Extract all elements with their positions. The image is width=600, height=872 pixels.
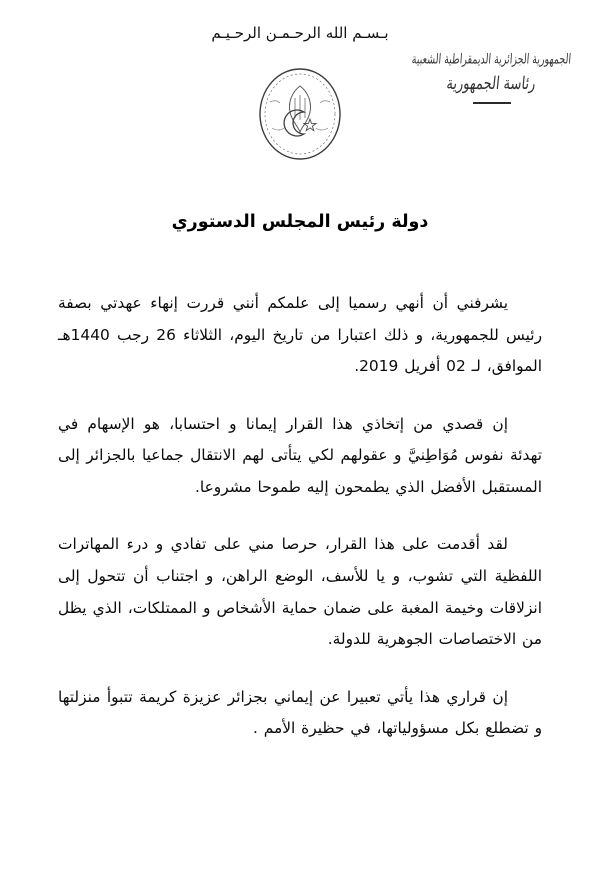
body-paragraph: إن قصدي من إتخاذي هذا القرار إيمانا و احتسابا، هو الإسهام في تهدئة نفوس مُوَاطِنيَّ و عقولهم لكي يتأتى لهم الانتقال جماعيا بالجزائر إلى المستقبل الأفضل الذي يطمحون إليه طموحا مشروعا. [58,414,542,496]
letterhead-presidency-line: رئاسة الجمهورية [445,74,537,95]
algeria-national-emblem-icon [252,62,348,166]
letterhead-divider [473,102,511,104]
letterhead [394,52,590,104]
body-paragraph: يشرفني أن أنهي رسميا إلى علمكم أنني قررت إنهاء عهدتي بصفة رئيس للجمهورية، و ذلك اعتبارا من تاريخ اليوم، الثلاثاء 26 رجب 1440هـ الموافق، لـ 02 أفريل 2019. [58,294,543,376]
document-header [0,0,600,190]
page-title: دولة رئيس المجلس الدستوري [171,212,429,232]
letterhead-republic-line: الجمهورية الجزائرية الديمقراطية الشعبية [411,52,572,68]
body-paragraph: إن قراري هذا يأتي تعبيرا عن إيماني بجزائر عزيزة كريمة تتبوأ منزلتها و تضطلع بكل مسؤولياتها، في حظيرة الأمم . [58,687,542,738]
basmala-text: بـسـم الله الرحـمـن الرحـيـم [211,24,389,42]
body-paragraph: لقد أقدمت على هذا القرار، حرصا مني على تفادي و درء المهاترات اللفظية التي تشوب، و يا للأسف، الوضع الراهن، و اجتناب أن تتحول إلى انزلاقات وخيمة المغبة على ضمان حماية الأشخاص و الممتلكات، الذي يظل من الاختصاصات الجوهرية للدولة. [58,535,542,649]
document-body [58,288,542,745]
